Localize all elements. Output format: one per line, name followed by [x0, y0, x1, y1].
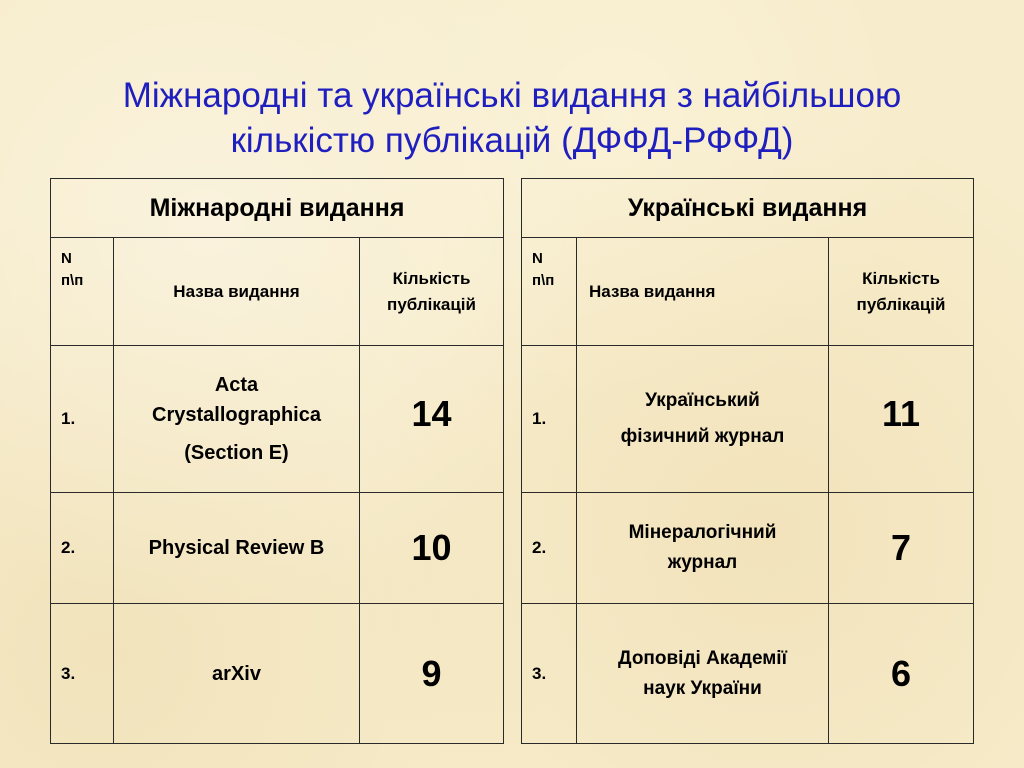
count-header-line-2: публікацій — [387, 294, 476, 314]
num-header-line-1: N — [532, 250, 543, 267]
row-index: 3. — [522, 604, 577, 744]
publication-count: 14 — [360, 346, 504, 493]
international-header-row — [51, 238, 504, 346]
international-publications-table — [50, 178, 504, 744]
ukrainian-header-row — [522, 238, 974, 346]
international-num-header — [51, 238, 114, 346]
publication-name — [577, 604, 829, 744]
publication-count: 11 — [829, 346, 974, 493]
count-header-line-2: публікацій — [856, 294, 946, 314]
row-index: 1. — [51, 346, 114, 493]
slide-title-line-2: кількістю публікацій (ДФФД-РФФД) — [230, 121, 794, 161]
publication-name: Physical Review B — [114, 493, 360, 604]
ukrainian-num-header — [522, 238, 577, 346]
count-header-line-1: Кількість — [862, 268, 940, 288]
num-header-line-1: N — [61, 250, 72, 267]
table-row — [522, 604, 974, 744]
publication-count: 10 — [360, 493, 504, 604]
ukrainian-count-header — [829, 238, 974, 346]
table-row — [51, 604, 504, 744]
slide-title — [0, 73, 1024, 163]
international-count-header — [360, 238, 504, 346]
count-header-line-1: Кількість — [392, 268, 471, 288]
table-row — [51, 493, 504, 604]
row-index: 2. — [522, 493, 577, 604]
ukrainian-table-caption: Українські видання — [522, 179, 974, 238]
num-header-line-2: п\п — [61, 272, 84, 289]
row-index: 1. — [522, 346, 577, 493]
ukrainian-publications-table — [521, 178, 974, 744]
publication-count: 9 — [360, 604, 504, 744]
publication-name-line-1: Acta — [214, 374, 259, 396]
publication-name — [577, 493, 829, 604]
table-row — [522, 346, 974, 493]
row-index: 3. — [51, 604, 114, 744]
slide-title-line-1: Міжнародні та українські видання з найбільшою — [122, 76, 902, 116]
publication-name-line-2: Crystallographica — [152, 404, 321, 426]
publication-count: 6 — [829, 604, 974, 744]
publication-name — [577, 346, 829, 493]
table-row — [51, 346, 504, 493]
ukrainian-name-header: Назва видання — [577, 238, 829, 346]
publication-count: 7 — [829, 493, 974, 604]
row-index: 2. — [51, 493, 114, 604]
international-name-header: Назва видання — [114, 238, 360, 346]
publication-name-line-1: Український — [645, 390, 760, 411]
publication-name-line-2: журнал — [667, 552, 738, 573]
international-table-caption: Міжнародні видання — [51, 179, 504, 238]
table-row — [522, 493, 974, 604]
publication-name-line-1: Мінералогічний — [628, 522, 777, 543]
publication-name-line-1: Доповіді Академії — [618, 647, 787, 669]
publication-name-line-2: фізичний журнал — [620, 426, 785, 447]
publication-name — [114, 346, 360, 493]
num-header-line-2: п\п — [532, 272, 555, 289]
publication-name-line-3: (Section E) — [184, 442, 289, 464]
publication-name-line-2: наук України — [643, 677, 762, 699]
publication-name: arXiv — [114, 604, 360, 744]
